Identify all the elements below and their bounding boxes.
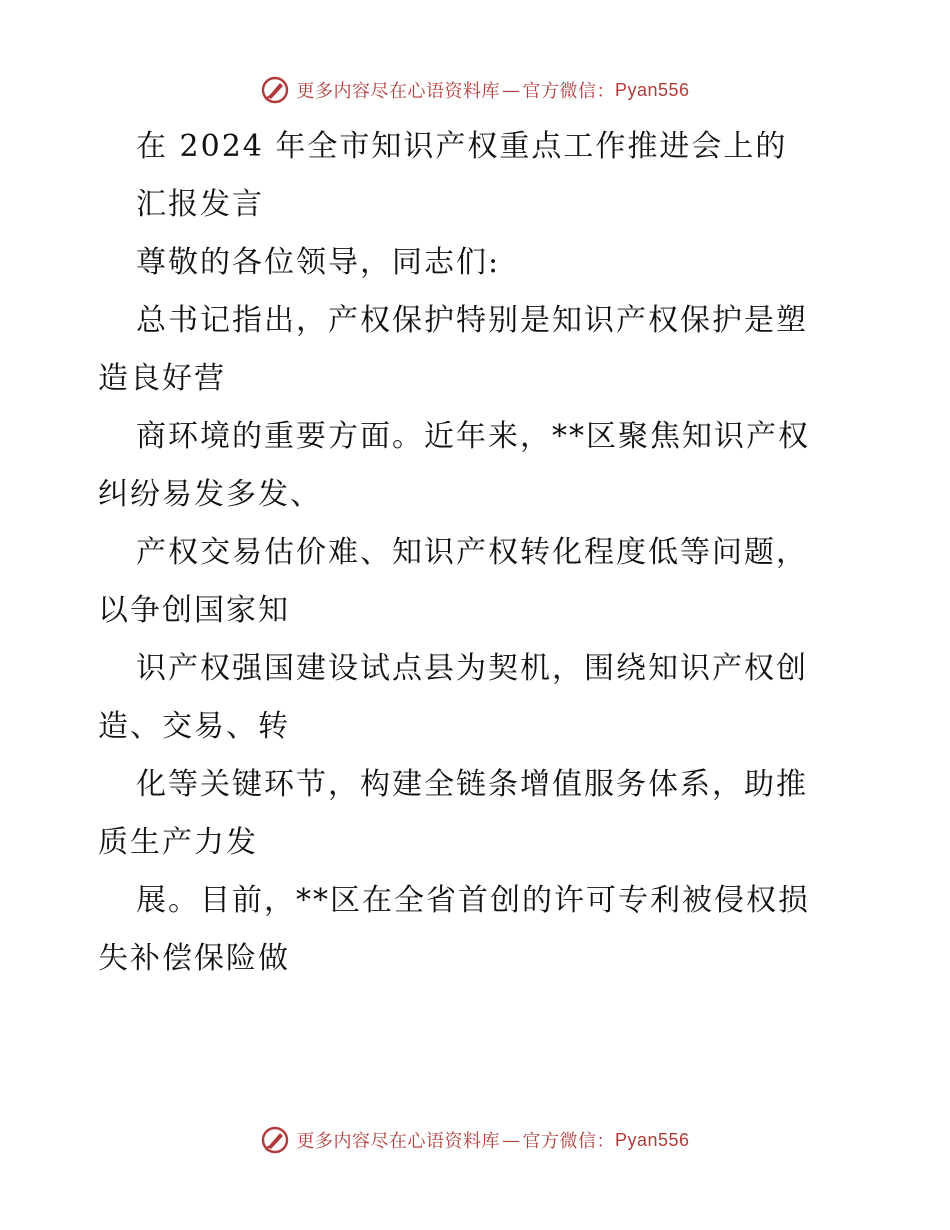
document-body — [98, 118, 858, 988]
banner-label: 官方微信： — [522, 1131, 615, 1152]
banner-wechat-id: Pyan556 — [614, 1129, 690, 1150]
doc-line: 造、交易、转 — [98, 709, 290, 744]
banner-label: 官方微信： — [522, 81, 615, 102]
doc-line: 识产权强国建设试点县为契机，围绕知识产权创 — [136, 651, 808, 686]
banner-dash: — — [501, 79, 521, 101]
footer-banner — [0, 1120, 950, 1160]
doc-line: 汇报发言 — [136, 187, 264, 222]
banner-dash: — — [501, 1129, 521, 1151]
quill-pen-circle-icon — [260, 1125, 290, 1155]
doc-line: 化等关键环节，构建全链条增值服务体系，助推 — [136, 767, 808, 802]
doc-line: 展。目前，**区在全省首创的许可专利被侵权损 — [136, 883, 810, 918]
doc-line: 总书记指出，产权保护特别是知识产权保护是塑 — [136, 303, 808, 338]
quill-pen-circle-icon — [260, 75, 290, 105]
doc-line: 产权交易估价难、知识产权转化程度低等问题， — [136, 535, 808, 570]
doc-line: 质生产力发 — [98, 825, 258, 860]
banner-wechat-id: Pyan556 — [614, 79, 690, 100]
doc-line: 造良好营 — [98, 361, 226, 396]
doc-line: 尊敬的各位领导，同志们: — [136, 245, 501, 280]
header-banner — [0, 70, 950, 110]
doc-line: 商环境的重要方面。近年来，**区聚焦知识产权 — [136, 419, 810, 454]
banner-brand: 更多内容尽在心语资料库 — [296, 81, 500, 102]
doc-line: 以争创国家知 — [98, 593, 290, 628]
doc-line: 在 2024 年全市知识产权重点工作推进会上的 — [136, 129, 788, 164]
doc-line: 失补偿保险做 — [98, 941, 290, 976]
banner-brand: 更多内容尽在心语资料库 — [296, 1131, 500, 1152]
doc-line: 纠纷易发多发、 — [98, 477, 322, 512]
